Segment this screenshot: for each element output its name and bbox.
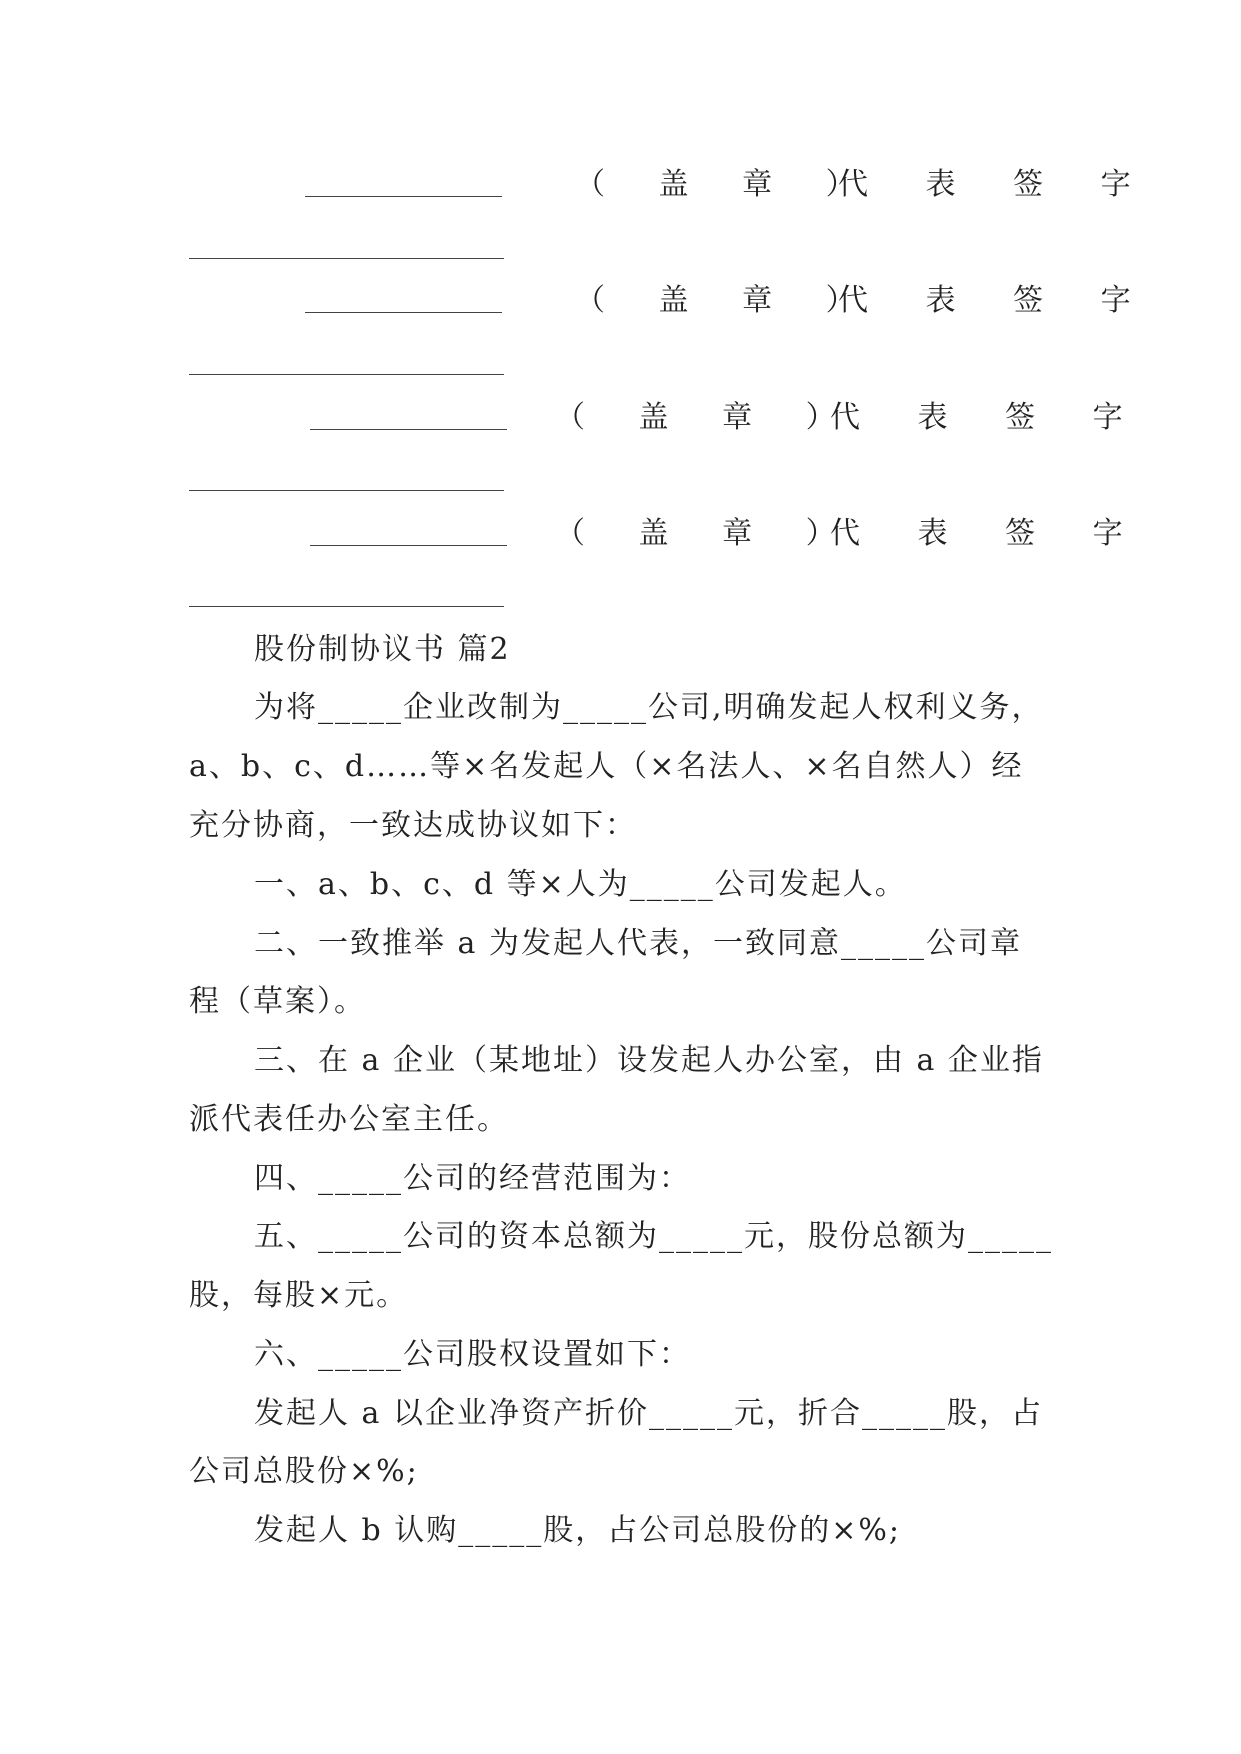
signature-blank-line <box>189 606 504 607</box>
signature-blank-line <box>189 490 504 491</box>
signature-row <box>0 276 1241 326</box>
paragraph-line: 发起人 a 以企业净资产折价_____元，折合_____股，占 <box>254 1396 1043 1431</box>
paragraph-line: 二、一致推举 a 为发起人代表，一致同意_____公司章 <box>254 926 1022 961</box>
paragraph-line: 发起人 b 认购_____股，占公司总股份的×%; <box>254 1513 902 1548</box>
paragraph-line: 三、在 a 企业（某地址）设发起人办公室，由 a 企业指 <box>254 1043 1044 1078</box>
representative-signature-label: 代 表 签 字 <box>830 516 1147 551</box>
seal-label: （ 盖 章 ） <box>575 283 878 318</box>
paragraph-line: 一、a、b、c、d 等×人为_____公司发起人。 <box>254 867 907 902</box>
paragraph-line: a、b、c、d……等×名发起人（×名法人、×名自然人）经 <box>189 749 1024 784</box>
paragraph-line: 股，每股×元。 <box>189 1278 409 1313</box>
paragraph-line: 公司总股份×%; <box>189 1454 419 1489</box>
representative-signature-label: 代 表 签 字 <box>830 400 1147 435</box>
paragraph-line: 五、_____公司的资本总额为_____元，股份总额为_____ <box>254 1219 1053 1254</box>
signature-row <box>0 509 1241 559</box>
company-name-blank <box>310 393 507 430</box>
company-name-blank <box>305 160 502 197</box>
paragraph-line: 四、_____公司的经营范围为： <box>254 1161 691 1196</box>
paragraph-line: 六、_____公司股权设置如下： <box>254 1337 691 1372</box>
paragraph-line: 派代表任办公室主任。 <box>189 1102 509 1137</box>
seal-label: （ 盖 章 ） <box>555 400 858 435</box>
signature-row <box>0 160 1241 210</box>
company-name-blank <box>310 509 507 546</box>
paragraph-line: 为将_____企业改制为_____公司,明确发起人权利义务， <box>254 690 1044 725</box>
signature-row <box>0 393 1241 443</box>
company-name-blank <box>305 276 502 313</box>
representative-signature-label: 代 表 签 字 <box>838 283 1155 318</box>
seal-label: （ 盖 章 ） <box>555 516 858 551</box>
paragraph-line: 程（草案）。 <box>189 984 366 1019</box>
seal-label: （ 盖 章 ） <box>575 167 878 202</box>
paragraph-line: 充分协商，一致达成协议如下： <box>189 808 637 843</box>
representative-signature-label: 代 表 签 字 <box>838 167 1155 202</box>
document-title: 股份制协议书 篇2 <box>254 632 511 667</box>
signature-blank-line <box>189 374 504 375</box>
signature-blank-line <box>189 258 504 259</box>
